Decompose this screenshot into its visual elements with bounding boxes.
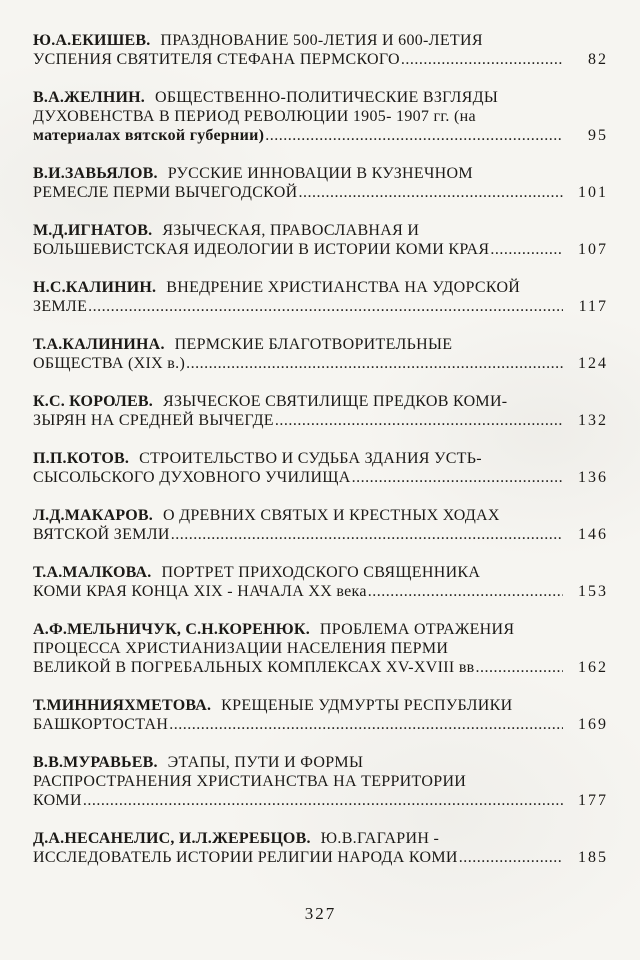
toc-entry bbox=[33, 506, 608, 544]
toc-entry bbox=[33, 696, 608, 734]
dot-leader bbox=[88, 297, 563, 316]
dot-leader bbox=[275, 411, 563, 430]
toc-entry bbox=[33, 88, 608, 145]
entry-authors: Д.А.НЕСАНЕЛИС, И.Л.ЖЕРЕБЦОВ. bbox=[33, 830, 311, 847]
dot-leader bbox=[298, 183, 563, 202]
toc-entry-line bbox=[33, 392, 608, 411]
entry-authors: В.А.ЖЕЛНИН. bbox=[33, 89, 145, 106]
entry-title-text: ОБЩЕСТВЕННО-ПОЛИТИЧЕСКИЕ ВЗГЛЯДЫ bbox=[154, 89, 499, 106]
entry-title-text: БОЛЬШЕВИСТСКАЯ ИДЕОЛОГИИ В ИСТОРИИ КОМИ КРАЯ bbox=[33, 241, 490, 258]
toc-entry-line bbox=[33, 696, 608, 715]
toc-entry-line bbox=[33, 449, 608, 468]
entry-authors: К.С. КОРОЛЕВ. bbox=[33, 393, 153, 410]
entry-page-number: 185 bbox=[578, 849, 608, 866]
page-number-footer: 327 bbox=[304, 904, 337, 923]
entry-authors: Н.С.КАЛИНИН. bbox=[33, 279, 157, 296]
entry-title-text: ИССЛЕДОВАТЕЛЬ ИСТОРИИ РЕЛИГИИ НАРОДА КОМИ bbox=[33, 849, 458, 866]
dot-leader bbox=[459, 848, 563, 867]
toc-entry bbox=[33, 335, 608, 373]
dot-leader bbox=[169, 715, 563, 734]
toc-entry-line bbox=[33, 335, 608, 354]
toc-entry bbox=[33, 31, 608, 69]
toc-entry-line bbox=[33, 278, 608, 297]
entry-title-text: СЫСОЛЬСКОГО ДУХОВНОГО УЧИЛИЩА bbox=[33, 469, 351, 486]
toc-entry-line bbox=[33, 620, 608, 639]
entry-page-number: 101 bbox=[578, 184, 608, 201]
entry-title-text: ОБЩЕСТВА (XIX в.) bbox=[33, 355, 186, 372]
toc-entry-line bbox=[33, 639, 608, 658]
toc-entry-line bbox=[33, 582, 608, 601]
toc-entry-line bbox=[33, 658, 608, 677]
entry-title-text: РЕМЕСЛЕ ПЕРМИ ВЫЧЕГОДСКОЙ bbox=[33, 184, 298, 201]
toc-entry bbox=[33, 753, 608, 810]
toc-entry-line bbox=[33, 183, 608, 202]
dot-leader bbox=[476, 658, 563, 677]
entry-page-number: 169 bbox=[578, 716, 608, 733]
toc-entry-line bbox=[33, 107, 608, 126]
toc-entry-line bbox=[33, 506, 608, 525]
toc-entry bbox=[33, 563, 608, 601]
entry-title-text: ЯЗЫЧЕСКАЯ, ПРАВОСЛАВНАЯ И bbox=[162, 222, 420, 239]
entry-page-number: 82 bbox=[588, 51, 608, 68]
toc-entry-line bbox=[33, 164, 608, 183]
toc-entry bbox=[33, 164, 608, 202]
entry-title-text: ПРОБЛЕМА ОТРАЖЕНИЯ bbox=[319, 621, 515, 638]
toc-entry-line bbox=[33, 50, 608, 69]
entry-title-text: КРЕЩЕНЫЕ УДМУРТЫ РЕСПУБЛИКИ bbox=[221, 697, 513, 714]
entry-title-text: материалах вятской губернии) bbox=[33, 127, 265, 144]
toc-entry-line bbox=[33, 354, 608, 373]
toc-entry-line bbox=[33, 411, 608, 430]
entry-page-number: 107 bbox=[578, 241, 608, 258]
entry-title-text: ВНЕДРЕНИЕ ХРИСТИАНСТВА НА УДОРСКОЙ bbox=[166, 279, 521, 296]
entry-title-text: ПОРТРЕТ ПРИХОДСКОГО СВЯЩЕННИКА bbox=[161, 564, 481, 581]
entry-page-number: 132 bbox=[578, 412, 608, 429]
entry-page-number: 153 bbox=[578, 583, 608, 600]
entry-title-text: УСПЕНИЯ СВЯТИТЕЛЯ СТЕФАНА ПЕРМСКОГО bbox=[33, 51, 400, 68]
entry-title-text: КОМИ КРАЯ КОНЦА XIX - НАЧАЛА XX века bbox=[33, 583, 367, 600]
dot-leader bbox=[83, 791, 563, 810]
entry-title-text: ДУХОВЕНСТВА В ПЕРИОД РЕВОЛЮЦИИ 1905- 1907 гг. (на bbox=[33, 108, 476, 125]
entry-title-text: Ю.В.ГАГАРИН - bbox=[320, 830, 440, 847]
toc-entry-line bbox=[33, 829, 608, 848]
entry-title-text: ЯЗЫЧЕСКОЕ СВЯТИЛИЩЕ ПРЕДКОВ КОМИ- bbox=[163, 393, 508, 410]
dot-leader bbox=[186, 354, 563, 373]
dot-leader bbox=[490, 240, 563, 259]
dot-leader bbox=[171, 525, 563, 544]
entry-page-number: 146 bbox=[578, 526, 608, 543]
entry-page-number: 177 bbox=[578, 792, 608, 809]
entry-title-text: ЗЫРЯН НА СРЕДНЕЙ ВЫЧЕГДЕ bbox=[33, 412, 274, 429]
toc-entry-line bbox=[33, 791, 608, 810]
toc-entry-line bbox=[33, 88, 608, 107]
entry-title-text: ПЕРМСКИЕ БЛАГОТВОРИТЕЛЬНЫЕ bbox=[174, 336, 453, 353]
entry-title-text: ЗЕМЛЕ bbox=[33, 298, 88, 315]
dot-leader bbox=[368, 582, 563, 601]
entry-title-text: ПРОЦЕССА ХРИСТИАНИЗАЦИИ НАСЕЛЕНИЯ ПЕРМИ bbox=[33, 640, 449, 657]
toc-entry-line bbox=[33, 848, 608, 867]
toc-entry-line bbox=[33, 772, 608, 791]
entry-title-text: КОМИ bbox=[33, 792, 82, 809]
entry-authors: Ю.А.ЕКИШЕВ. bbox=[33, 32, 151, 49]
toc-entry-line bbox=[33, 240, 608, 259]
toc-entry-line bbox=[33, 126, 608, 145]
entry-authors: Т.А.МАЛКОВА. bbox=[33, 564, 152, 581]
entry-title-text: ВЯТСКОЙ ЗЕМЛИ bbox=[33, 526, 170, 543]
entry-title-text: РУССКИЕ ИННОВАЦИИ В КУЗНЕЧНОМ bbox=[167, 165, 473, 182]
entry-authors: Т.МИННИЯХМЕТОВА. bbox=[33, 697, 212, 714]
entry-title-text: ЭТАПЫ, ПУТИ И ФОРМЫ bbox=[167, 754, 364, 771]
entry-authors: М.Д.ИГНАТОВ. bbox=[33, 222, 153, 239]
entry-title-text: ПРАЗДНОВАНИЕ 500-ЛЕТИЯ И 600-ЛЕТИЯ bbox=[160, 32, 483, 49]
dot-leader bbox=[352, 468, 563, 487]
entry-page-number: 117 bbox=[578, 298, 608, 315]
entry-authors: В.В.МУРАВЬЕВ. bbox=[33, 754, 158, 771]
toc-entry-line bbox=[33, 297, 608, 316]
toc-entry-line bbox=[33, 468, 608, 487]
entry-page-number: 95 bbox=[588, 127, 608, 144]
entry-authors: П.П.КОТОВ. bbox=[33, 450, 130, 467]
entry-title-text: ВЕЛИКОЙ В ПОГРЕБАЛЬНЫХ КОМПЛЕКСАХ XV-XVIII вв bbox=[33, 659, 475, 676]
toc-entry-line bbox=[33, 563, 608, 582]
toc-entry bbox=[33, 392, 608, 430]
entry-authors: Т.А.КАЛИНИНА. bbox=[33, 336, 165, 353]
toc-entry bbox=[33, 620, 608, 677]
toc-entry bbox=[33, 278, 608, 316]
entry-authors: А.Ф.МЕЛЬНИЧУК, С.Н.КОРЕНЮК. bbox=[33, 621, 310, 638]
entry-page-number: 162 bbox=[578, 659, 608, 676]
entry-title-text: СТРОИТЕЛЬСТВО И СУДЬБА ЗДАНИЯ УСТЬ- bbox=[139, 450, 482, 467]
entry-title-text: О ДРЕВНИХ СВЯТЫХ И КРЕСТНЫХ ХОДАХ bbox=[162, 507, 500, 524]
dot-leader bbox=[401, 50, 563, 69]
entry-page-number: 136 bbox=[578, 469, 608, 486]
toc-entry bbox=[33, 449, 608, 487]
toc-entry bbox=[33, 829, 608, 867]
dot-leader bbox=[265, 126, 563, 145]
entry-authors: В.И.ЗАВЬЯЛОВ. bbox=[33, 165, 158, 182]
toc-entry-line bbox=[33, 31, 608, 50]
toc-entry bbox=[33, 221, 608, 259]
toc-entry-line bbox=[33, 753, 608, 772]
entry-authors: Л.Д.МАКАРОВ. bbox=[33, 507, 153, 524]
entry-title-text: БАШКОРТОСТАН bbox=[33, 716, 169, 733]
toc-entry-line bbox=[33, 525, 608, 544]
toc-entry-line bbox=[33, 221, 608, 240]
entry-page-number: 124 bbox=[578, 355, 608, 372]
entry-title-text: РАСПРОСТРАНЕНИЯ ХРИСТИАНСТВА НА ТЕРРИТОРИИ bbox=[33, 773, 467, 790]
toc-entry-line bbox=[33, 715, 608, 734]
toc-list bbox=[33, 31, 608, 867]
